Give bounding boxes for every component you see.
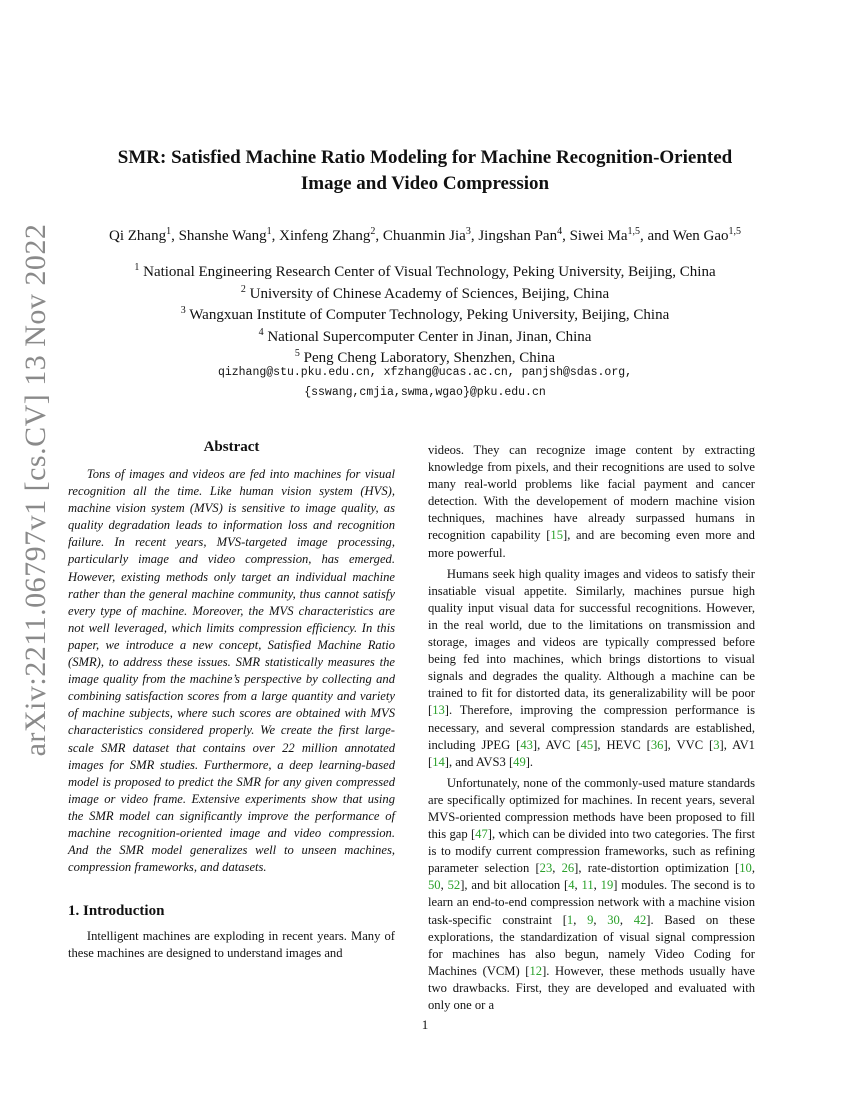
citation-link[interactable]: 36 [650,737,664,752]
author-name: Chuanmin Jia [382,228,466,244]
affiliation-text: University of Chinese Academy of Sciences, Beijing, China [245,285,610,302]
affiliation-line [60,284,790,306]
author-name: Shanshe Wang [178,228,267,244]
left-column [68,438,395,966]
citation-link[interactable]: 30 [607,912,620,927]
citation-link[interactable]: 47 [475,827,488,842]
author-affiliation-mark: 1 [266,226,272,237]
affiliation-number: 4 [258,326,264,338]
affiliation-number: 5 [294,348,300,359]
author-affiliation-mark: 1,5 [728,226,741,237]
intro-paragraph-1: Intelligent machines are exploding in recent years. Many of these machines are designed to understand images and [68,929,395,961]
title-line-2: Image and Video Compression [300,173,550,194]
right-paragraph-1: videos. They can recognize image content by extracting knowledge from pixels, and their recognitions are used to solve many real-world problems like facial payment and cancer detection. With the developement of modern machine vision techniques, machines have already surpassed humans in recognition capability [15], and are becoming even more and more powerful. [428,443,755,560]
email-line-1: qizhang@stu.pku.edu.cn, xfzhang@ucas.ac.cn, panjsh@sdas.org, [217,366,633,379]
citation-link[interactable]: 10 [739,861,752,876]
affiliation-line [60,305,790,327]
right-paragraph-2: Humans seek high quality images and videos to satisfy their insatiable visual appetite. Similarly, machines pursue high quality input visual data for successful recognitions. However, in the real world, due to the limitations on transmission and storage, images and videos are typically compressed before being fed into machines, which brings distortions to visual signals and degrades the quality. Although a machine can be trained to fit for distorted data, its generalizability will be poor [13]. Therefore, improving the compression performance is necessary, and several compression standards are established, including JPEG [43], AVC [45], HEVC [36], VVC [3], AV1 [14], and AVS3 [49]. [428,566,755,769]
affiliation-line [60,262,790,284]
email-line-2: {sswang,cmjia,swma,wgao}@pku.edu.cn [304,386,546,399]
arxiv-stamp [0,0,64,1100]
citation-link[interactable]: 19 [600,878,614,893]
author-affiliation-mark: 4 [557,226,563,237]
affiliation-text: Wangxuan Institute of Computer Technology, Peking University, Beijing, China [185,307,670,323]
citation-link[interactable]: 23 [539,861,553,876]
citation-link[interactable]: 14 [432,754,445,769]
abstract-text: Tons of images and videos are fed into machines for visual recognition all the time. Like human vision system (HVS), machine vision system (MVS) is sensitive to image quality, as quality degradation leads to information loss and recognition failure. In recent years, MVS-targeted image processing, particularly image and video compression, has emerged. However, existing methods only target an individual machine rather than the general machine community, thus cannot satisfy every type of machine. Moreover, the MVS characteristics are not well leveraged, which limits compression efficiency. In this paper, we introduce a new concept, Satisfied Machine Ratio (SMR), to address these issues. SMR statistically measures the image quality from the machine’s perspective by collecting and combining satisfaction scores from a large quantity and variety of machine subjects, where such scores are obtained with MVS characteristics considered properly. We create the first large-scale SMR dataset that contains over 22 million annotated images for SMR studies. Furthermore, a deep learning-based model is proposed to predict the SMR for any given compressed image or video frame. Extensive experiments show that using the SMR model can significantly improve the performance of machine recognition-oriented image and video compression. And the SMR model generalizes well to unseen machines, compression frameworks, and datasets. [68,467,395,875]
right-column [428,442,755,1018]
citation-link[interactable]: 9 [587,912,594,927]
citation-link[interactable]: 4 [568,878,575,893]
citation-link[interactable]: 52 [447,878,461,893]
citation-link[interactable]: 49 [513,754,526,769]
citation-link[interactable]: 11 [581,878,594,893]
author-affiliation-mark: 3 [465,226,471,237]
author-name: Xinfeng Zhang [279,228,371,244]
citation-link[interactable]: 43 [520,737,533,752]
citation-link[interactable]: 13 [432,703,445,718]
author-list: Qi Zhang$^1$, Shanshe Wang$^1$, Xinfeng Zhang$^2$, Chuanmin Jia$^3$, Jingshan Pan$^4$, Siwei Ma$^{1,5}$, and Wen Gao$^{1,5}$ [109,226,741,244]
introduction-heading: 1. Introduction [68,903,165,920]
right-paragraph-3: Unfortunately, none of the commonly-used mature standards are specifically optimized for machines. In recent years, several MVS-oriented compression methods have been proposed to fill this gap [47], which can be divided into two categories. The first is to modify current compression frameworks, such as refining parameter selection [23, 26], rate-distortion optimization [10, 50, 52], and bit allocation [4, 11, 19] modules. The second is to learn an end-to-end compression network with a machine vision task-specific constraint [1, 9, 30, 42]. Based on these explorations, the standardization of visual signal compression for machines has also begun, namely Video Coding for Machines (VCM) [12]. However, these methods usually have two drawbacks. First, they are developed and evaluated with only one or a [428,775,756,1012]
citation-link[interactable]: 1 [566,912,574,927]
citation-link[interactable]: 26 [561,861,575,876]
affiliation-text: Peng Cheng Laboratory, Shenzhen, China [299,350,556,366]
affiliation-number: 2 [240,283,246,295]
citation-link[interactable]: 15 [550,528,563,543]
paper-title [60,145,790,197]
affiliation-text: National Engineering Research Center of Visual Technology, Peking University, Beijing, China [139,264,716,280]
citation-link[interactable]: 42 [633,912,647,927]
arxiv-id: arXiv:2211.06797v1 [cs.CV] 13 Nov 2022 [19,223,52,757]
author-affiliation-mark: 2 [370,226,376,237]
citation-link[interactable]: 3 [713,737,720,752]
author-name: Qi Zhang [109,228,167,244]
email-block [60,363,790,403]
affiliation-number: 3 [180,305,186,316]
page-number: 1 [421,1017,429,1032]
abstract-heading: Abstract [203,439,260,455]
citation-link[interactable]: 12 [529,963,543,978]
title-line-1: SMR: Satisfied Machine Ratio Modeling for Machine Recognition-Oriented [117,147,733,168]
author-name: Wen Gao [672,228,729,244]
author-affiliation-mark: 1 [166,226,172,237]
author-name: Siwei Ma [569,228,628,244]
affiliation-list [60,262,790,370]
citation-link[interactable]: 50 [428,878,441,893]
author-name: Jingshan Pan [478,228,558,244]
affiliation-text: National Supercomputer Center in Jinan, Jinan, China [263,328,592,345]
author-affiliation-mark: 1,5 [627,226,640,237]
affiliation-number: 1 [134,262,140,273]
citation-link[interactable]: 45 [580,737,594,752]
affiliation-line [60,327,790,349]
